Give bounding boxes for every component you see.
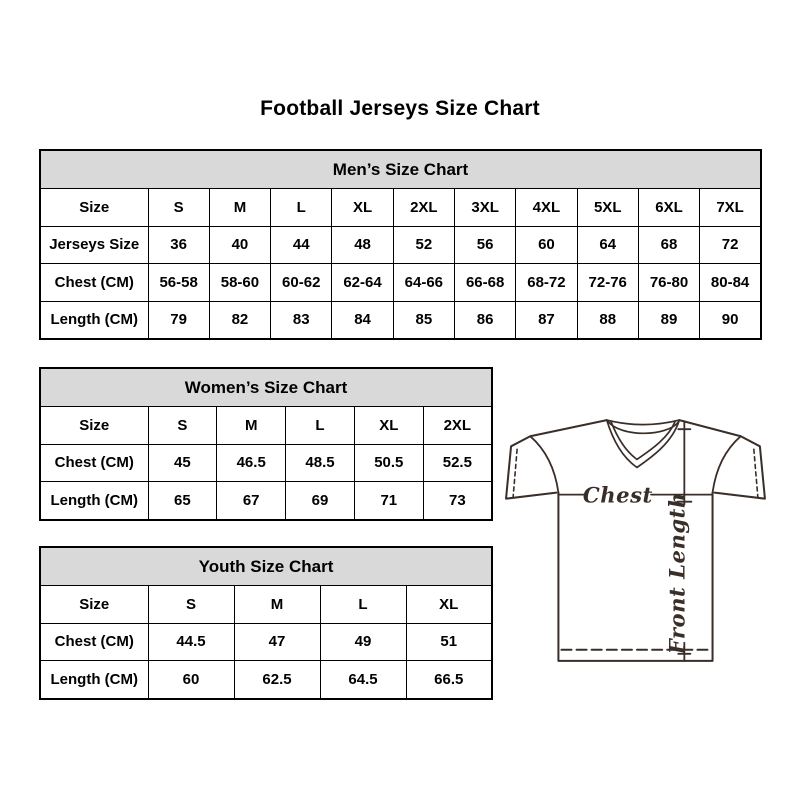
- data-cell: 90: [700, 301, 761, 339]
- data-cell: 36: [148, 226, 209, 264]
- row-header-cell: Size: [40, 189, 148, 227]
- row-header-cell: Chest (CM): [40, 623, 148, 661]
- table-row: [40, 407, 492, 445]
- data-cell: 3XL: [454, 189, 515, 227]
- data-cell: 6XL: [638, 189, 699, 227]
- data-cell: 60-62: [271, 264, 332, 302]
- table-row: [40, 189, 761, 227]
- jersey-vneck-collar: [607, 420, 680, 467]
- data-cell: 56-58: [148, 264, 209, 302]
- data-cell: 66.5: [406, 661, 492, 699]
- data-cell: 64.5: [320, 661, 406, 699]
- data-cell: 62.5: [234, 661, 320, 699]
- data-cell: 83: [271, 301, 332, 339]
- table-row: [40, 226, 761, 264]
- data-cell: 48: [332, 226, 393, 264]
- data-cell: L: [271, 189, 332, 227]
- table-header-row: [40, 150, 761, 189]
- youth-size-table: [39, 546, 493, 700]
- row-header-cell: Jerseys Size: [40, 226, 148, 264]
- data-cell: 71: [354, 482, 423, 520]
- table-row: [40, 444, 492, 482]
- jersey-measurement-diagram: [503, 411, 775, 673]
- data-cell: M: [217, 407, 286, 445]
- data-cell: 52: [393, 226, 454, 264]
- data-cell: 45: [148, 444, 217, 482]
- data-cell: 48.5: [286, 444, 355, 482]
- data-cell: 5XL: [577, 189, 638, 227]
- table-row: [40, 301, 761, 339]
- data-cell: XL: [354, 407, 423, 445]
- table-header-row: [40, 368, 492, 407]
- data-cell: 87: [516, 301, 577, 339]
- chest-label: Chest: [582, 482, 653, 508]
- data-cell: 44: [271, 226, 332, 264]
- data-cell: 40: [209, 226, 270, 264]
- data-cell: 49: [320, 623, 406, 661]
- data-cell: 52.5: [423, 444, 492, 482]
- jersey-left-armhole-seam: [530, 436, 558, 492]
- table-row: [40, 586, 492, 624]
- data-cell: L: [320, 586, 406, 624]
- jersey-right-armhole-seam: [713, 436, 741, 492]
- data-cell: 86: [454, 301, 515, 339]
- data-cell: M: [234, 586, 320, 624]
- table-row: [40, 264, 761, 302]
- data-cell: 65: [148, 482, 217, 520]
- data-cell: 64: [577, 226, 638, 264]
- data-cell: 67: [217, 482, 286, 520]
- data-cell: 72-76: [577, 264, 638, 302]
- data-cell: M: [209, 189, 270, 227]
- data-cell: XL: [332, 189, 393, 227]
- data-cell: 51: [406, 623, 492, 661]
- data-cell: 50.5: [354, 444, 423, 482]
- left-cuff-dashed-line: [513, 449, 517, 497]
- data-cell: 72: [700, 226, 761, 264]
- data-cell: 66-68: [454, 264, 515, 302]
- table-row: [40, 623, 492, 661]
- table-row: [40, 661, 492, 699]
- data-cell: 84: [332, 301, 393, 339]
- row-header-cell: Size: [40, 407, 148, 445]
- data-cell: 62-64: [332, 264, 393, 302]
- data-cell: 60: [516, 226, 577, 264]
- womens-size-table: [39, 367, 493, 521]
- data-cell: 88: [577, 301, 638, 339]
- mens-table-title: Men’s Size Chart: [40, 150, 761, 189]
- table-row: [40, 482, 492, 520]
- data-cell: 82: [209, 301, 270, 339]
- womens-table-title: Women’s Size Chart: [40, 368, 492, 407]
- page-title: Football Jerseys Size Chart: [260, 97, 540, 120]
- data-cell: 2XL: [393, 189, 454, 227]
- data-cell: S: [148, 586, 234, 624]
- data-cell: 64-66: [393, 264, 454, 302]
- data-cell: 56: [454, 226, 515, 264]
- data-cell: 58-60: [209, 264, 270, 302]
- data-cell: S: [148, 407, 217, 445]
- front-length-label: Front Length: [664, 492, 690, 655]
- data-cell: S: [148, 189, 209, 227]
- row-header-cell: Chest (CM): [40, 264, 148, 302]
- data-cell: 4XL: [516, 189, 577, 227]
- data-cell: 85: [393, 301, 454, 339]
- row-header-cell: Length (CM): [40, 482, 148, 520]
- data-cell: XL: [406, 586, 492, 624]
- data-cell: 89: [638, 301, 699, 339]
- data-cell: 68: [638, 226, 699, 264]
- row-header-cell: Size: [40, 586, 148, 624]
- youth-table-title: Youth Size Chart: [40, 547, 492, 586]
- data-cell: 69: [286, 482, 355, 520]
- row-header-cell: Length (CM): [40, 301, 148, 339]
- jersey-diagram-svg: [503, 411, 775, 673]
- data-cell: 46.5: [217, 444, 286, 482]
- data-cell: 60: [148, 661, 234, 699]
- data-cell: 7XL: [700, 189, 761, 227]
- right-cuff-dashed-line: [754, 449, 758, 497]
- row-header-cell: Length (CM): [40, 661, 148, 699]
- data-cell: 73: [423, 482, 492, 520]
- data-cell: 47: [234, 623, 320, 661]
- data-cell: 79: [148, 301, 209, 339]
- data-cell: 68-72: [516, 264, 577, 302]
- data-cell: 2XL: [423, 407, 492, 445]
- mens-size-table: [39, 149, 762, 340]
- row-header-cell: Chest (CM): [40, 444, 148, 482]
- data-cell: 44.5: [148, 623, 234, 661]
- jersey-body-outline: [558, 493, 712, 661]
- data-cell: L: [286, 407, 355, 445]
- table-header-row: [40, 547, 492, 586]
- data-cell: 80-84: [700, 264, 761, 302]
- data-cell: 76-80: [638, 264, 699, 302]
